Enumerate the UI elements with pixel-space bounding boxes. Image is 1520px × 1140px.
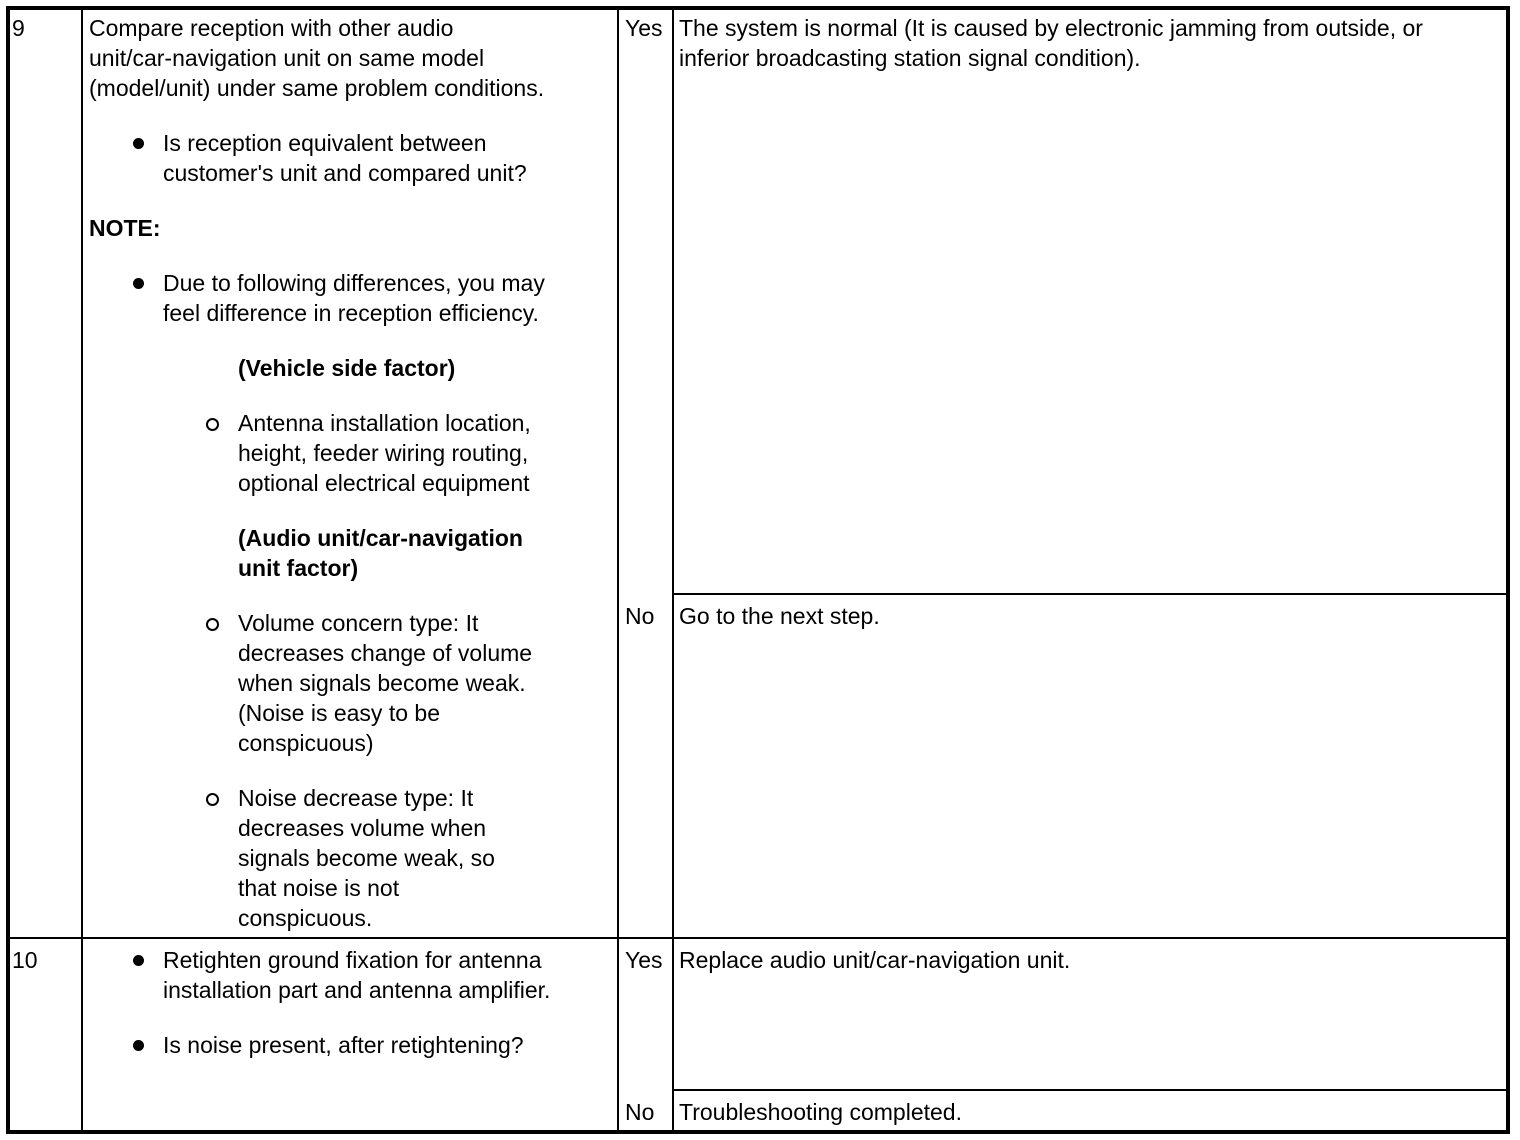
row10-no-result: Troubleshooting completed. (679, 1099, 962, 1125)
row9-intro-line3: (model/unit) under same problem conditions. (89, 75, 545, 101)
row9-yes-label: Yes (625, 15, 663, 41)
volume-item-line2: decreases change of volume (238, 640, 533, 666)
divider-row9-yes-no (672, 593, 1506, 595)
volume-item-line1: Volume concern type: It (238, 610, 479, 636)
noise-item-line2: decreases volume when (238, 815, 487, 841)
bullet-dot-icon (133, 278, 144, 289)
row10-no-label: No (625, 1099, 655, 1125)
row9-intro-line1: Compare reception with other audio (89, 15, 454, 41)
noise-item-line3: signals become weak, so (238, 845, 495, 871)
row9-no-label: No (625, 603, 655, 629)
bullet-circle-icon (206, 618, 219, 631)
bullet-dot-icon (133, 955, 144, 966)
divider-desc-col (617, 10, 619, 1130)
divider-row9-row10 (10, 937, 1506, 939)
divider-step-col (81, 10, 83, 1130)
row9-yes-result-line1: The system is normal (It is caused by electronic jamming from outside, or (679, 15, 1423, 41)
row10-yes-result: Replace audio unit/car-navigation unit. (679, 947, 1071, 973)
volume-item-line3: when signals become weak. (238, 670, 526, 696)
row9-no-result: Go to the next step. (679, 603, 880, 629)
row10-bullet2: Is noise present, after retightening? (163, 1032, 524, 1058)
note-label: NOTE: (89, 215, 161, 241)
row9-question-line1: Is reception equivalent between (163, 130, 487, 156)
vehicle-factor-line3: optional electrical equipment (238, 470, 530, 496)
row9-note-line2: feel difference in reception efficiency. (163, 300, 539, 326)
noise-item-line1: Noise decrease type: It (238, 785, 474, 811)
vehicle-factor-heading: (Vehicle side factor) (238, 355, 456, 381)
row9-note-line1: Due to following differences, you may (163, 270, 545, 296)
bullet-circle-icon (206, 418, 219, 431)
bullet-dot-icon (133, 1040, 144, 1051)
row10-yes-label: Yes (625, 947, 663, 973)
row10-bullet1-line2: installation part and antenna amplifier. (163, 977, 551, 1003)
divider-row10-yes-no (672, 1089, 1506, 1091)
step-number-9: 9 (12, 15, 25, 41)
bullet-dot-icon (133, 138, 144, 149)
noise-item-line5: conspicuous. (238, 905, 373, 931)
audio-factor-heading-line1: (Audio unit/car-navigation (238, 525, 523, 551)
vehicle-factor-line2: height, feeder wiring routing, (238, 440, 529, 466)
row9-intro-line2: unit/car-navigation unit on same model (89, 45, 485, 71)
volume-item-line5: conspicuous) (238, 730, 374, 756)
row10-bullet1-line1: Retighten ground fixation for antenna (163, 947, 542, 973)
bullet-circle-icon (206, 793, 219, 806)
noise-item-line4: that noise is not (238, 875, 400, 901)
volume-item-line4: (Noise is easy to be (238, 700, 440, 726)
vehicle-factor-line1: Antenna installation location, (238, 410, 531, 436)
divider-yesno-col (672, 10, 674, 1130)
step-number-10: 10 (12, 947, 38, 973)
audio-factor-heading-line2: unit factor) (238, 555, 359, 581)
row9-question-line2: customer's unit and compared unit? (163, 160, 527, 186)
row9-yes-result-line2: inferior broadcasting station signal condition). (679, 45, 1141, 71)
